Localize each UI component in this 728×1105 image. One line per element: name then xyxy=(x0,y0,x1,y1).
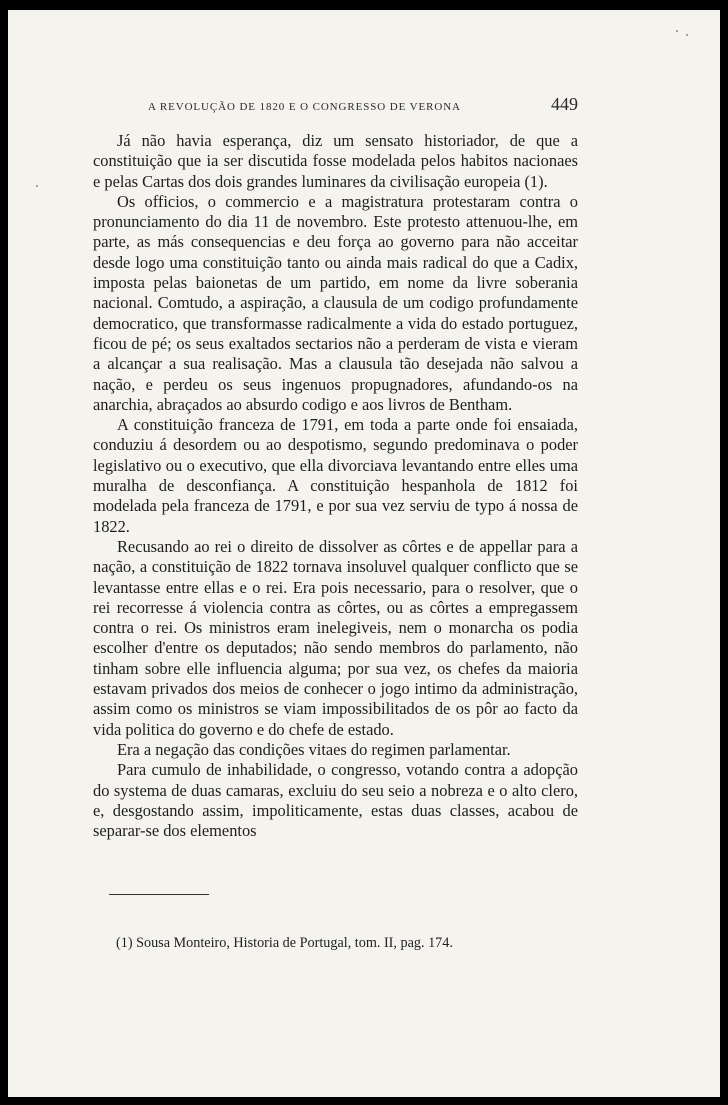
paragraph: A constituição franceza de 1791, em toda a parte onde foi ensaiada, conduziu á desordem ou ao despotismo, segundo predominava o poder legislativo ou o executivo, que ella divorciava levantando entre elles uma muralha de desconfiança. A constituição hespanhola de 1812 foi modelada pela franceza de 1791, e por sua vez serviu de typo á nossa de 1822. xyxy=(93,415,578,536)
paragraph: Era a negação das condições vitaes do regimen parlamentar. xyxy=(117,739,511,759)
book-page xyxy=(8,10,720,1097)
speck-mark xyxy=(686,34,688,36)
running-title: A REVOLUÇÃO DE 1820 E O CONGRESSO DE VERONA xyxy=(148,101,461,113)
body-text xyxy=(93,131,578,841)
speck-mark xyxy=(676,30,678,32)
paragraph: Já não havia esperança, diz um sensato historiador, de que a constituição que ia ser discutida fosse modelada pelos habitos nacionaes e pelas Cartas dos dois grandes luminares da civilisação europeia (1). xyxy=(93,131,578,191)
running-header xyxy=(148,94,578,115)
paragraph: Para cumulo de inhabilidade, o congresso, votando contra a adopção do systema de duas camaras, excluiu do seu seio a nobreza e o alto clero, e, desgostando assim, impoliticamente, estas duas classes, acabou de separar-se dos elementos xyxy=(93,760,578,841)
footnote-rule xyxy=(109,894,209,895)
paragraph: Os officios, o commercio e a magistratura protestaram contra o pronunciamento do dia 11 de novembro. Este protesto attenuou-lhe, em parte, as más consequencias e deu força ao governo para não acceitar desde logo uma constituição tanto ou ainda mais radical do que a Cadix, imposta pelas baionetas de um partido, em nome da livre soberania nacional. Comtudo, a aspiração, a clausula de um codigo profundamente democratico, que transformasse radicalmente a vida do estado portuguez, ficou de pé; os seus exaltados sectarios não a perderam de vista e vieram a alcançar a sua realisação. Mas a clausula tão desejada não salvou a nação, e perdeu os seus ingenuos propugnadores, afundando-os na anarchia, abraçados ao absurdo codigo e aos livros de Bentham. xyxy=(93,191,578,414)
page-number: 449 xyxy=(551,94,578,114)
footnote: (1) Sousa Monteiro, Historia de Portugal, tom. II, pag. 174. xyxy=(116,935,453,951)
paragraph: Recusando ao rei o direito de dissolver as côrtes e de appellar para a nação, a constituição de 1822 tornava insoluvel qualquer conflicto que se levantasse entre ellas e o rei. Era pois necessario, para o resolver, que o rei recorresse á violencia contra as côrtes, ou as côrtes a empregassem contra o rei. Os ministros eram inelegiveis, nem o monarcha os podia escolher d'entre os deputados; não sendo membros do parlamento, não tinham sobre elle influencia alguma; por sua vez, os chefes da maioria estavam privados dos meios de conhecer o jogo intimo da administração, assim como os ministros se viam impossibilitados de os pôr ao facto da vida politica do governo e do chefe de estado. xyxy=(93,536,578,739)
speck-mark xyxy=(36,185,38,187)
